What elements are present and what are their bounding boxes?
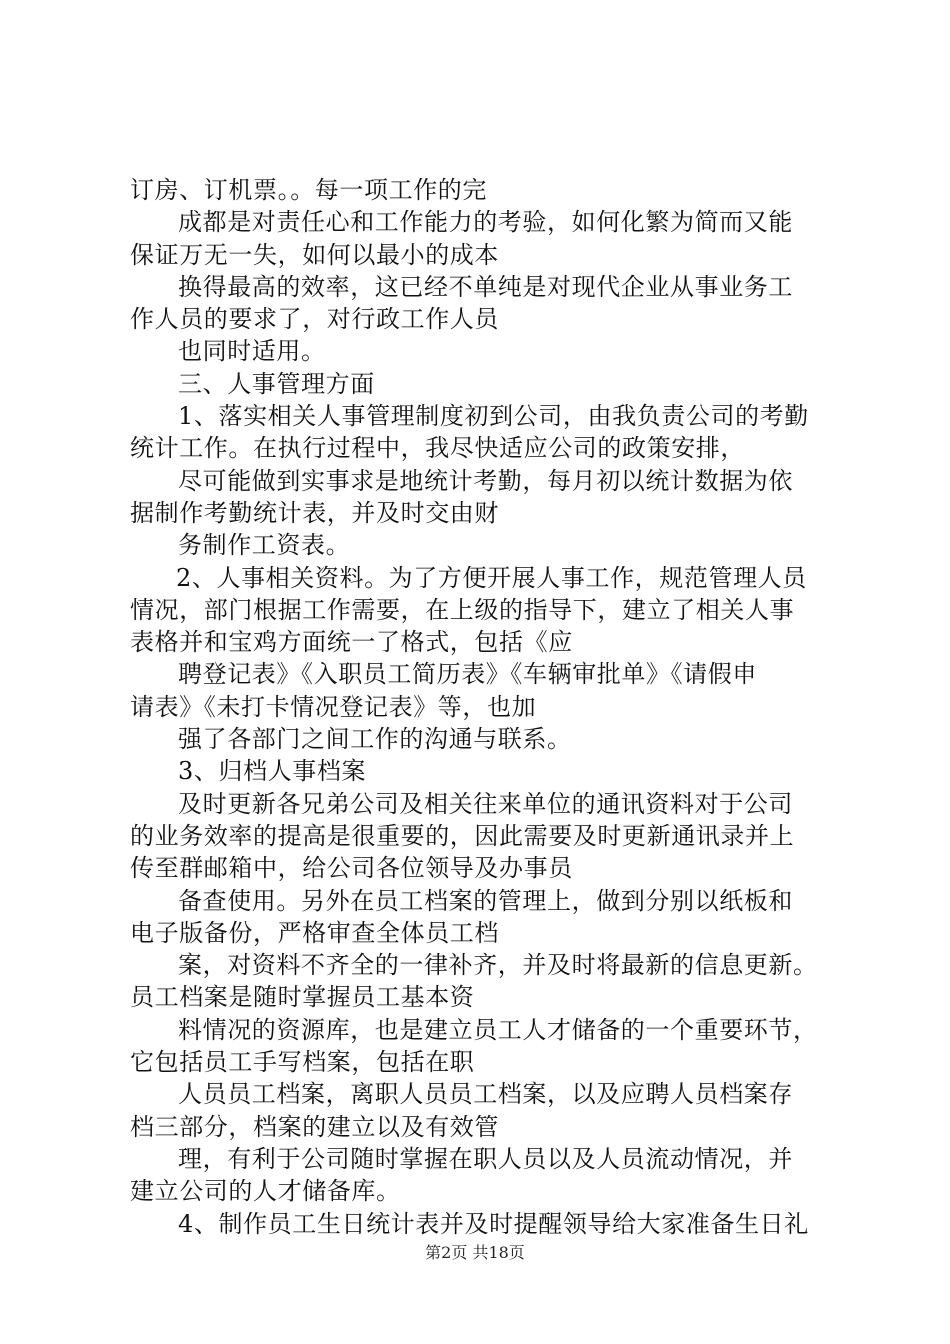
text-line: 请表》《未打卡情况登记表》等，也加 — [130, 692, 537, 721]
text-line: 2、人事相关资料。为了方便开展人事工作，规范管理人员 — [176, 563, 807, 592]
document-body — [130, 174, 840, 1240]
text-line: 聘登记表》《入职员工简历表》《车辆审批单》《请假申 — [178, 660, 757, 689]
text-line: 尽可能做到实事求是地统计考勤，每月初以统计数据为依 — [178, 466, 793, 495]
text-line: 档三部分，档案的建立以及有效管 — [130, 1112, 499, 1141]
text-line: 及时更新各兄弟公司及相关往来单位的通讯资料对于公司 — [178, 789, 793, 818]
text-line: 的业务效率的提高是很重要的，因此需要及时更新通讯录并上 — [130, 821, 795, 850]
text-line: 它包括员工手写档案，包括在职 — [130, 1048, 475, 1077]
section-heading: 三、人事管理方面 — [178, 369, 375, 398]
subsection-heading: 3、归档人事档案 — [178, 757, 367, 786]
text-line: 电子版备份，严格审查全体员工档 — [130, 918, 499, 947]
text-line: 传至群邮箱中，给公司各位领导及办事员 — [130, 854, 573, 883]
text-line: 情况，部门根据工作需要，在上级的指导下，建立了相关人事 — [130, 595, 795, 624]
text-line: 1、落实相关人事管理制度初到公司，由我负责公司的考勤 — [178, 402, 809, 431]
text-line: 料情况的资源库，也是建立员工人才储备的一个重要环节， — [178, 1015, 818, 1044]
text-line: 人员员工档案，离职人员员工档案，以及应聘人员档案存 — [178, 1080, 793, 1109]
text-line: 成都是对责任心和工作能力的考验，如何化繁为简而又能 — [178, 208, 793, 237]
text-line: 强了各部门之间工作的沟通与联系。 — [178, 725, 572, 754]
text-line: 员工档案是随时掌握员工基本资 — [130, 983, 475, 1012]
text-line: 保证万无一失，如何以最小的成本 — [130, 240, 499, 269]
text-line: 理，有利于公司随时掌握在职人员以及人员流动情况，并 — [178, 1144, 793, 1173]
text-line: 务制作工资表。 — [178, 531, 351, 560]
text-line: 也同时适用。 — [178, 337, 326, 366]
page-number-footer: 第2页 共18页 — [425, 1243, 525, 1262]
text-line: 备查使用。另外在员工档案的管理上，做到分别以纸板和 — [178, 886, 793, 915]
text-line: 换得最高的效率，这已经不单纯是对现代企业从事业务工 — [178, 272, 793, 301]
text-line: 订房、订机票。。每一项工作的完 — [130, 176, 487, 204]
text-line: 统计工作。在执行过程中，我尽快适应公司的政策安排， — [130, 434, 745, 463]
text-line: 表格并和宝鸡方面统一了格式，包括《应 — [130, 628, 573, 657]
text-line: 据制作考勤统计表，并及时交由财 — [130, 498, 499, 527]
text-line: 案，对资料不齐全的一律补齐，并及时将最新的信息更新。 — [178, 951, 818, 980]
text-line: 作人员的要求了，对行政工作人员 — [130, 305, 499, 334]
text-line: 4、制作员工生日统计表并及时提醒领导给大家准备生日礼 — [178, 1209, 809, 1238]
text-line: 建立公司的人才储备库。 — [130, 1177, 401, 1206]
